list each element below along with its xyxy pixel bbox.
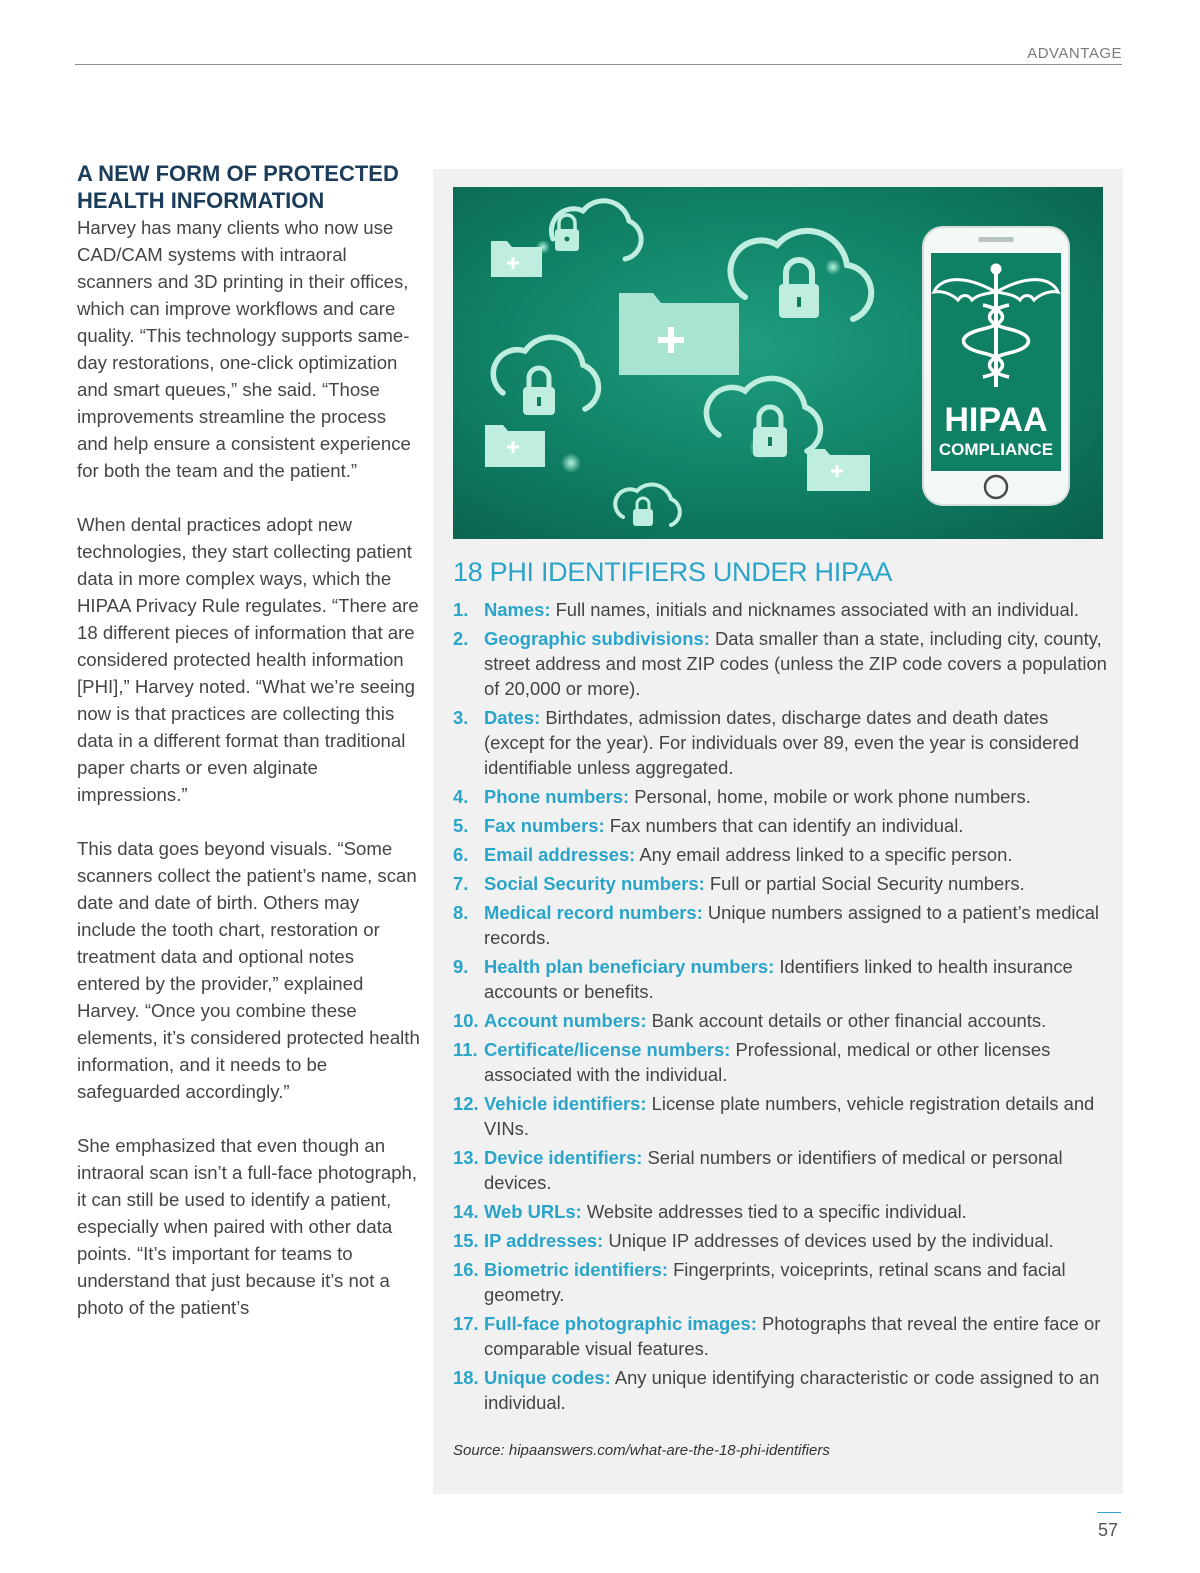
phi-item-number: 18.	[453, 1367, 479, 1388]
phi-item-description: Fax numbers that can identify an individual.	[604, 815, 964, 836]
sidebar-title: 18 PHI IDENTIFIERS UNDER HIPAA	[453, 557, 893, 587]
source-citation: Source: hipaanswers.com/what-are-the-18-phi-identifiers	[453, 1442, 830, 1459]
phi-item-number: 7.	[453, 873, 469, 894]
phi-item-number: 14.	[453, 1201, 479, 1222]
lock-icon	[779, 260, 819, 318]
phi-item-number: 13.	[453, 1147, 479, 1168]
header-rule	[75, 64, 1122, 65]
phi-item-number: 10.	[453, 1010, 479, 1031]
phi-item-description: Serial numbers or identifiers of medical or personal devices.	[484, 1147, 1063, 1193]
phi-item-description: Website addresses tied to a specific individual.	[581, 1201, 967, 1222]
phi-item-number: 9.	[453, 956, 469, 977]
phi-item-term: Health plan beneficiary numbers:	[484, 956, 775, 977]
article-paragraph-1: Harvey has many clients who now use CAD/CAM systems with intraoral scanners and 3D printing in their offices, which can improve workflows and care quality. “This technology supports same-day restorations, one-click optimization and smart queues,” she said. “Those improvements streamline the process and help ensure a consistent experience for both the team and the patient.”	[77, 217, 411, 481]
phi-item	[453, 597, 1113, 622]
phi-item	[453, 1199, 1113, 1224]
phi-item-term: Unique codes:	[484, 1367, 611, 1388]
lock-icon	[523, 368, 555, 415]
phi-item-term: Phone numbers:	[484, 786, 630, 807]
phi-item-term: Names:	[484, 599, 551, 620]
phi-item-term: Vehicle identifiers:	[484, 1093, 647, 1114]
phi-item	[453, 842, 1113, 867]
phi-item-number: 8.	[453, 902, 469, 923]
medical-folder-icon	[619, 293, 739, 375]
phi-item-description: Unique IP addresses of devices used by the individual.	[603, 1230, 1054, 1251]
phi-item-number: 3.	[453, 707, 469, 728]
hipaa-title: HIPAA	[944, 401, 1048, 439]
article-paragraph-2: When dental practices adopt new technologies, they start collecting patient data in more complex ways, which the HIPAA Privacy Rule regulates. “There are 18 different pieces of information that are considered protected health information [PHI],” Harvey noted. “What we’re seeing now is that practices are collecting this data in a different format than traditional paper charts or even alginate impressions.”	[77, 514, 419, 805]
phi-item-number: 12.	[453, 1093, 479, 1114]
page-number: 57	[1097, 1520, 1118, 1540]
phi-item-description: Birthdates, admission dates, discharge dates and death dates (except for the year). For individuals over 89, even the year is considered identifiable unless aggregated.	[484, 707, 1079, 778]
phi-item	[453, 871, 1113, 896]
phi-item-term: Device identifiers:	[484, 1147, 643, 1168]
phi-item-description: Personal, home, mobile or work phone numbers.	[629, 786, 1031, 807]
phi-item-number: 2.	[453, 628, 469, 649]
lock-icon	[633, 498, 653, 526]
phi-item-term: Certificate/license numbers:	[484, 1039, 731, 1060]
phi-item	[453, 1091, 1113, 1141]
phi-item	[453, 813, 1113, 838]
section-label: ADVANTAGE	[1027, 45, 1122, 62]
phi-item-number: 6.	[453, 844, 469, 865]
phi-item	[453, 1228, 1113, 1253]
article-paragraph-4: She emphasized that even though an intraoral scan isn’t a full-face photograph, it can still be used to identify a patient, especially when paired with other data points. “It’s important for teams to understand that just because it’s not a photo of the patient’s	[77, 1135, 418, 1318]
hipaa-illustration	[453, 187, 1103, 539]
phi-item	[453, 900, 1113, 950]
phi-item-description: Any unique identifying characteristic or code assigned to an individual.	[484, 1367, 1100, 1413]
phi-sidebar	[433, 169, 1123, 1494]
medical-folder-icon	[485, 425, 545, 467]
hipaa-subtitle: COMPLIANCE	[938, 440, 1054, 459]
phi-item-number: 5.	[453, 815, 469, 836]
phi-item	[453, 954, 1113, 1004]
phi-item-term: IP addresses:	[484, 1230, 604, 1251]
phi-item-number: 17.	[453, 1313, 479, 1334]
phi-item-number: 16.	[453, 1259, 479, 1280]
article-heading: A NEW FORM OF PROTECTED HEALTH INFORMATION	[77, 161, 399, 213]
phi-item-term: Social Security numbers:	[484, 873, 705, 894]
phi-item	[453, 1037, 1113, 1087]
phi-item	[453, 1365, 1113, 1415]
phi-item-description: License plate numbers, vehicle registration details and VINs.	[484, 1093, 1095, 1139]
phi-item-description: Professional, medical or other licenses associated with the individual.	[484, 1039, 1051, 1085]
phi-item-term: Account numbers:	[484, 1010, 647, 1031]
hipaa-illustration-graphic	[453, 187, 1103, 539]
phi-item	[453, 705, 1113, 780]
phi-item-term: Web URLs:	[484, 1201, 582, 1222]
lock-icon	[555, 215, 579, 251]
article-paragraph-3: This data goes beyond visuals. “Some scanners collect the patient’s name, scan date and date of birth. Others may include the tooth chart, restoration or treatment data and optional notes entered by the provider,” explained Harvey. “Once you combine these elements, it’s considered protected health information, and it needs to be safeguarded accordingly.”	[77, 838, 420, 1102]
phi-item	[453, 1311, 1113, 1361]
phi-item-description: Full or partial Social Security numbers.	[704, 873, 1025, 894]
page-number-rule	[1097, 1512, 1121, 1513]
phi-item-term: Full-face photographic images:	[484, 1313, 757, 1334]
phi-item-term: Biometric identifiers:	[484, 1259, 668, 1280]
phi-item-term: Dates:	[484, 707, 541, 728]
phi-item-number: 15.	[453, 1230, 479, 1251]
phi-item-description: Bank account details or other financial accounts.	[646, 1010, 1047, 1031]
phi-item-description: Unique numbers assigned to a patient’s medical records.	[484, 902, 1100, 948]
phi-item	[453, 1145, 1113, 1195]
phi-item-term: Geographic subdivisions:	[484, 628, 710, 649]
phi-item-term: Medical record numbers:	[484, 902, 703, 923]
phi-item-description: Fingerprints, voiceprints, retinal scans and facial geometry.	[484, 1259, 1066, 1305]
article-column	[77, 160, 422, 1348]
medical-folder-icon	[491, 241, 542, 277]
phi-item	[453, 626, 1113, 701]
phi-item-number: 11.	[453, 1039, 478, 1060]
phi-item-term: Email addresses:	[484, 844, 636, 865]
phi-item-description: Full names, initials and nicknames associated with an individual.	[550, 599, 1079, 620]
lock-icon	[753, 407, 787, 457]
phi-item	[453, 1257, 1113, 1307]
phi-item-description: Any email address linked to a specific person.	[635, 844, 1013, 865]
phi-item-term: Fax numbers:	[484, 815, 605, 836]
phi-item-number: 1.	[453, 599, 469, 620]
phi-item-description: Data smaller than a state, including city, county, street address and most ZIP codes (unless the ZIP code covers a population of 20,000 or more).	[484, 628, 1107, 699]
phi-item	[453, 784, 1113, 809]
phi-item-number: 4.	[453, 786, 469, 807]
phi-identifiers-list	[453, 597, 1113, 1419]
phi-item-description: Identifiers linked to health insurance accounts or benefits.	[484, 956, 1073, 1002]
phi-item-description: Photographs that reveal the entire face or comparable visual features.	[484, 1313, 1101, 1359]
phi-item	[453, 1008, 1113, 1033]
medical-folder-icon	[807, 449, 870, 491]
